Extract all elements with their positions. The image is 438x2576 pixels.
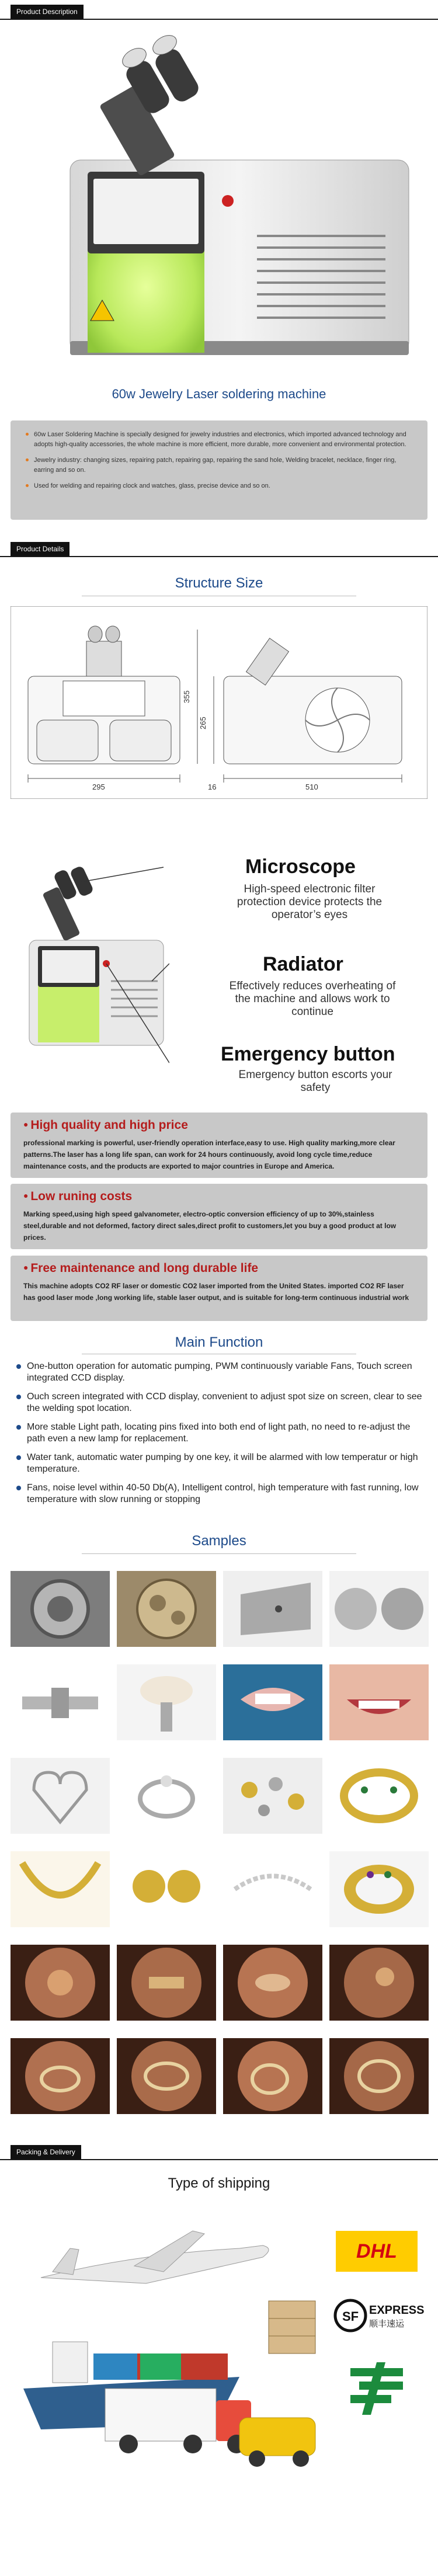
sf-logo-sub: 顺丰速运 <box>369 2318 405 2329</box>
description-item: Used for welding and repairing clock and watches, glass, precise device and so on. <box>26 481 412 491</box>
dhl-logo <box>336 2231 418 2272</box>
sample-image-welding <box>117 1945 216 2021</box>
section-tab: Product Description <box>11 5 84 19</box>
sf-logo-main: EXPRESS <box>369 2304 425 2317</box>
sample-image-welding <box>11 2038 110 2114</box>
feature-microscope-title: Microscope <box>245 856 356 878</box>
feature-machine-image <box>18 864 169 1092</box>
title-divider <box>82 1553 356 1554</box>
sample-image-spheres <box>329 1571 429 1647</box>
hero-machine-image <box>0 26 438 382</box>
sample-image-gear <box>11 1571 110 1647</box>
description-list <box>26 430 412 491</box>
dim-295: 295 <box>92 783 105 791</box>
sample-image-necklace <box>11 1851 110 1927</box>
quality-box <box>11 1184 427 1249</box>
quality-text: This machine adopts CO2 RF laser or domestic CO2 laser imported from the United States. imported CO2 RF laser has good laser mode ,long working life, stable laser output, and is suitable for long-term continuous industrial work <box>23 1282 409 1302</box>
shipping-title: Type of shipping <box>168 2175 270 2191</box>
feature-emergency-title: Emergency button <box>221 1043 395 1065</box>
desc-line: Emergency button escorts your <box>238 1069 392 1081</box>
feature-radiator-title: Radiator <box>263 953 343 975</box>
sample-image-shaft <box>11 1664 110 1740</box>
function-item: Ouch screen integrated with CCD display, convenient to adjust spot size on screen, clear to see the welding spot location. <box>15 1391 424 1414</box>
sample-image-chain <box>223 1851 322 1927</box>
section-tab: Product Details <box>11 542 69 556</box>
desc-line: the machine and allows work to <box>235 993 390 1005</box>
sample-image-welding <box>329 1945 429 2021</box>
dim-265: 265 <box>199 717 207 729</box>
function-item: Fans, noise level within 40-50 Db(A), Intelligent control, high temperature with fast running, low temperature with slow running or stopping <box>15 1482 424 1506</box>
desc-line: Effectively reduces overheating of <box>229 980 396 992</box>
desc-line: continue <box>291 1006 333 1018</box>
svg-text:SF: SF <box>342 2309 359 2324</box>
description-box <box>11 420 427 520</box>
sample-image-dental-implant <box>117 1664 216 1740</box>
function-item: One-button operation for automatic pumping, PWM continuously variable Fans, Touch screen integrated CCD display. <box>15 1361 424 1384</box>
sample-image-welding <box>329 2038 429 2114</box>
section-tab: Packing & Delivery <box>11 2145 81 2159</box>
quality-heading: ● High quality and high price <box>23 1118 415 1132</box>
desc-line: High-speed electronic filter <box>244 883 376 895</box>
main-function-list <box>15 1361 424 1513</box>
sample-image-smile <box>329 1664 429 1740</box>
section-bar-packing <box>0 2140 438 2160</box>
sample-image-ring <box>117 1758 216 1834</box>
dim-16: 16 <box>208 783 217 791</box>
function-item: Water tank, automatic water pumping by one key, it will be alarmed with low temperatur or high temperature. <box>15 1452 424 1475</box>
sample-image-pendant <box>11 1758 110 1834</box>
quality-text: Marking speed,using high speed galvanometer, electro-optic conversion efficiency of up to 30%,stainless steel,durable and not deformed, factory direct sales,direct profit to customers,let you buy a good product at low prices. <box>23 1210 397 1242</box>
dhl-logo-text: DHL <box>356 2240 397 2262</box>
main-function-title: Main Function <box>175 1334 263 1350</box>
section-bar-details <box>0 537 438 557</box>
sample-image-welding <box>223 2038 322 2114</box>
china-post-logo <box>345 2359 409 2418</box>
function-item: More stable Light path, locating pins fixed into both end of light path, no need to re-adjust the path even a new lamp for replacement. <box>15 1421 424 1445</box>
description-item: 60w Laser Soldering Machine is specially designed for jewelry industries and electronics, which imported advanced technology and adopts high-quality accessories, the whole machine is more efficient, more durable, more convenient and environmental protection. <box>26 430 412 450</box>
desc-line: operator’s eyes <box>271 909 348 921</box>
sample-image-gold-bracelet <box>329 1758 429 1834</box>
quality-heading: ● Low runing costs <box>23 1190 415 1204</box>
sample-image-metal <box>223 1571 322 1647</box>
structure-drawing <box>11 606 427 799</box>
structure-title: Structure Size <box>175 575 263 591</box>
description-item: Jewelry industry: changing sizes, repairing patch, repairing gap, repairing the sand hole, Welding bracelet, necklace, finger ring, earring and so on. <box>26 456 412 475</box>
sample-image-welding <box>223 1945 322 2021</box>
feature-emergency-desc <box>216 1069 415 1094</box>
dim-355: 355 <box>182 690 191 703</box>
sample-image-welding <box>11 1945 110 2021</box>
sample-image-welding <box>117 2038 216 2114</box>
feature-radiator-desc <box>204 980 420 1018</box>
samples-title: Samples <box>192 1533 246 1549</box>
sample-image-dentures <box>223 1664 322 1740</box>
machine-title: 60w Jewelry Laser soldering machine <box>112 387 326 401</box>
quality-heading: ● Free maintenance and long durable life <box>23 1261 415 1275</box>
desc-line: protection device protects the <box>237 896 383 908</box>
shipping-vehicles-image <box>18 2213 321 2482</box>
sample-image-earrings <box>117 1851 216 1927</box>
quality-box <box>11 1256 427 1321</box>
section-bar-description <box>0 0 438 20</box>
sample-image-watch <box>117 1571 216 1647</box>
dim-510: 510 <box>305 783 318 791</box>
sample-image-rings <box>329 1851 429 1927</box>
quality-text: professional marking is powerful, user-friendly operation interface,easy to use. High quality marking,more clear patterns.The laser has a long life span, can work for 24 hours continuously, avoid long cycle time,reduce maintenance costs, and the products are exported to major countries in Europe and America. <box>23 1139 395 1170</box>
desc-line: safety <box>300 1082 331 1094</box>
sample-image-gems <box>223 1758 322 1834</box>
quality-box <box>11 1113 427 1178</box>
sf-express-logo <box>333 2295 426 2336</box>
feature-microscope-desc <box>210 883 409 922</box>
